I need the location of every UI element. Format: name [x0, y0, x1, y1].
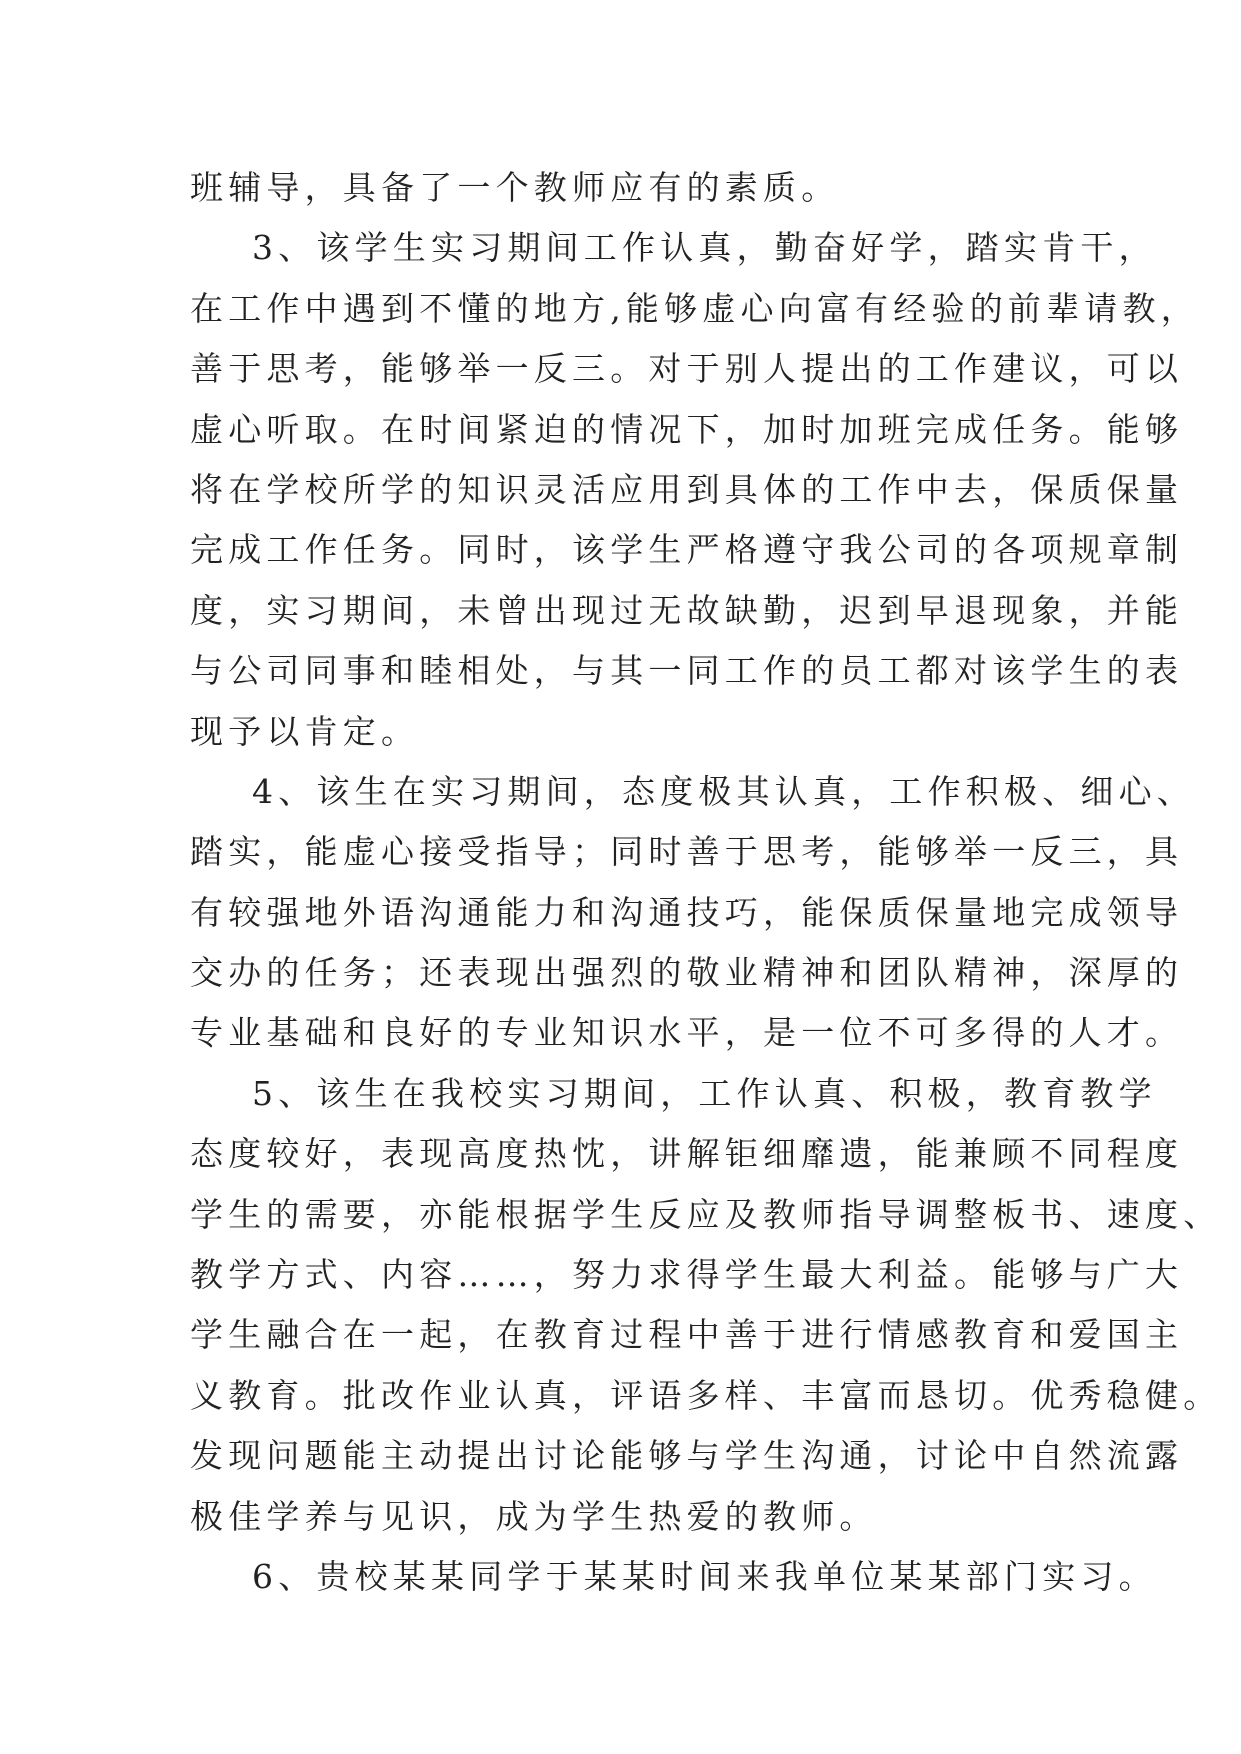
text-line: 善于思考，能够举一反三。对于别人提出的工作建议，可以 — [190, 349, 1184, 389]
paragraph-3-start: 3、该学生实习期间工作认真，勤奋好学，踏实肯干， — [252, 228, 1157, 268]
text-line: 专业基础和良好的专业知识水平，是一位不可多得的人才。 — [190, 1013, 1184, 1053]
text-line: 态度较好，表现高度热忱，讲解钜细靡遗，能兼顾不同程度 — [190, 1134, 1184, 1174]
text-line: 义教育。批改作业认真，评语多样、丰富而恳切。优秀稳健。 — [190, 1375, 1222, 1415]
text-line: 虚心听取。在时间紧迫的情况下，加时加班完成任务。能够 — [190, 409, 1184, 449]
text-line: 将在学校所学的知识灵活应用到具体的工作中去，保质保量 — [190, 469, 1184, 509]
text-line: 完成工作任务。同时，该学生严格遵守我公司的各项规章制 — [190, 530, 1184, 570]
text-line: 教学方式、内容……，努力求得学生最大利益。能够与广大 — [190, 1255, 1184, 1295]
text-line: 与公司同事和睦相处，与其一同工作的员工都对该学生的表 — [190, 651, 1184, 691]
text-line: 度，实习期间，未曾出现过无故缺勤，迟到早退现象，并能 — [190, 590, 1184, 630]
text-line: 现予以肯定。 — [190, 711, 420, 751]
text-line: 在工作中遇到不懂的地方,能够虚心向富有经验的前辈请教， — [190, 288, 1199, 328]
text-line: 有较强地外语沟通能力和沟通技巧，能保质保量地完成领导 — [190, 892, 1184, 932]
paragraph-4-start: 4、该生在实习期间，态度极其认真，工作积极、细心、 — [252, 771, 1195, 811]
text-line: 极佳学养与见识，成为学生热爱的教师。 — [190, 1496, 878, 1536]
text-line: 发现问题能主动提出讨论能够与学生沟通，讨论中自然流露 — [190, 1436, 1184, 1476]
document-body — [190, 158, 1222, 1607]
text-line: 踏实，能虚心接受指导；同时善于思考，能够举一反三，具 — [190, 832, 1184, 872]
text-line: 学生的需要，亦能根据学生反应及教师指导调整板书、速度、 — [190, 1194, 1222, 1234]
paragraph-5-start: 5、该生在我校实习期间，工作认真、积极，教育教学 — [252, 1073, 1157, 1113]
paragraph-6-start: 6、贵校某某同学于某某时间来我单位某某部门实习。 — [252, 1556, 1157, 1596]
text-line: 交办的任务；还表现出强烈的敬业精神和团队精神，深厚的 — [190, 953, 1184, 993]
text-line: 学生融合在一起，在教育过程中善于进行情感教育和爱国主 — [190, 1315, 1184, 1355]
text-line: 班辅导，具备了一个教师应有的素质。 — [190, 168, 840, 207]
